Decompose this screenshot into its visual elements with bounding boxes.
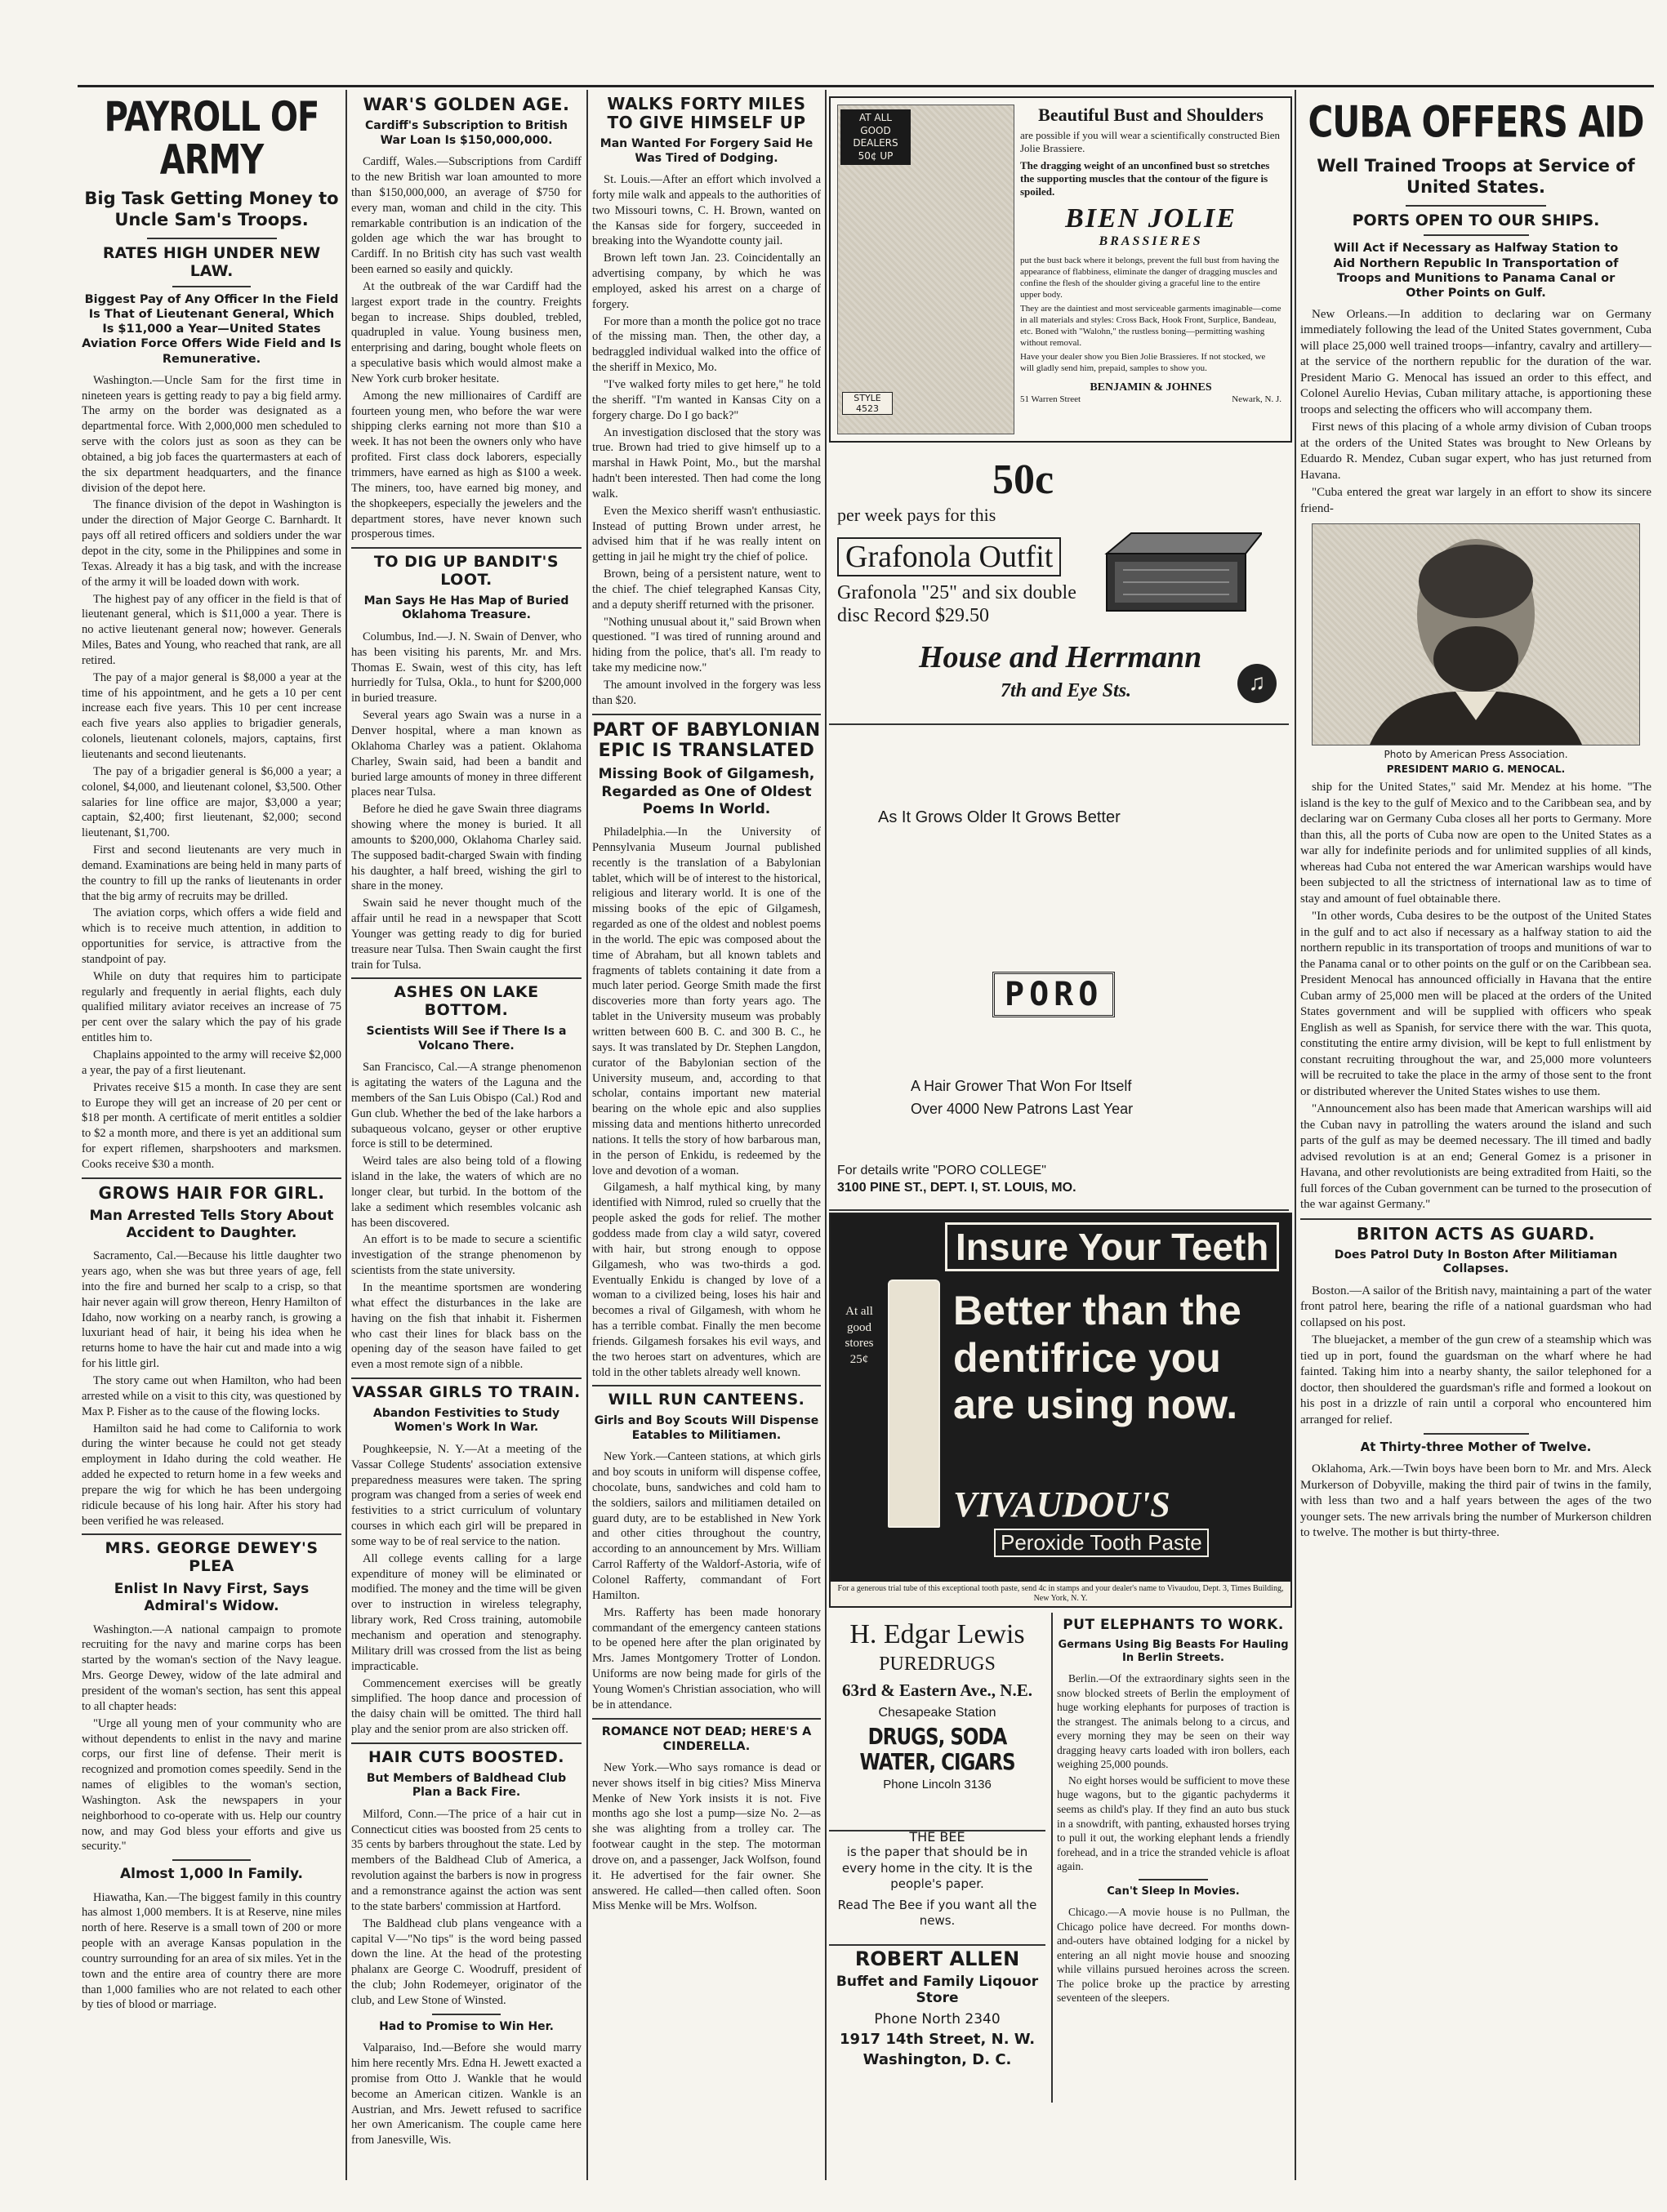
ad-poro-line: A Hair Grower That Won For Itself: [911, 1078, 1132, 1094]
deck-grows-hair: Man Arrested Tells Story About Accident to Daughter.: [89, 1207, 334, 1241]
article-paragraph: Brown, being of a persistent nature, went to the chief. The chief telegraphed Kansas City, and a deputy sheriff returned with the prisoner.: [592, 567, 821, 612]
article-paragraph: For more than a month the police got no trace of the missing man. Then, the other day, a bedraggled individual walked into the office of the sheriff in Mexico, Mo.: [592, 314, 821, 375]
article-paragraph: Before he died he gave Swain three diagrams showing where the money is buried. It all amounts to $200,000, Oklahoma Charley said. The supposed badit-charged Swain with finding his daughter, a half breed, wishing the girl to share in the money.: [351, 803, 582, 893]
ad-bien-jolie-tag: AT ALL GOOD DEALERS 50¢ UP: [840, 109, 911, 165]
ad-lewis: [829, 1613, 1045, 1821]
divider: [1406, 205, 1546, 207]
article-paragraph: At the outbreak of the war Cardiff had the largest export trade in the country. Freights began to increase. Ships doubled, trebled, quadrupled in value. Young business men, enterprising and daring, bought whole fleets on a speculative basis which would almost make a New York curb broker hesitate.: [351, 279, 582, 385]
subhead-ports: PORTS OPEN TO OUR SHIPS.: [1352, 211, 1600, 229]
headline-briton: BRITON ACTS AS GUARD.: [1356, 1223, 1596, 1244]
article-paragraph: Gilgamesh, a half mythical king, by many identified with Nimrod, ruled so cruelly that the people asked the gods for relief. The mother goddess made from clay a wild satyr, covered with hair, but strong enough to oppose Gilgamesh, who was two-thirds a god. Eventually Enkidu is changed by love of a woman to a civilized being, loses his hair and becomes a rival of Gilgamesh, with whom he has a terrible combat. Finally the men become friends. Gilgamesh forsakes his evil ways, and the two heroes start on adventures, which are told in the other tablets already well known.: [592, 1181, 821, 1379]
article-paragraph: The pay of a brigadier general is $6,000 a year; a colonel, $4,000, and lieutenant colonel, $3,500. Other salaries for line office are major, $3,000 a year; captain, $2,400; first lieutenant, $2,000; second lieutenant, $1,700.: [82, 764, 341, 840]
divider: [432, 2014, 501, 2015]
ad-allen: [829, 1947, 1045, 2094]
article-paragraph: Washington.—Uncle Sam for the first time in nineteen years is getting ready to pay a big field army. The army on the border was designated as a departmental force. With 2,000,000 men scheduled to serve with the colors just as soon as they can be obtained, a big job faces the quartermasters at each of the six department headquarters, and the finance division of the depot here.: [82, 373, 341, 495]
portrait-menocal-svg: [1313, 524, 1639, 745]
ad-poro-tagline: As It Grows Older It Grows Better: [878, 808, 1121, 826]
ad-vivaudou-body: Better than the dentifrice you are using now.: [953, 1288, 1241, 1427]
article-paragraph: Hiawatha, Kan.—The biggest family in this country has almost 1,000 members. It is at Reserve, nine miles north of here. Reserve is a small town of 200 or more people with an average Kansas population in the country surrounding for an area of six miles. Yet in the town and the entire area of country there are more than 1,000 families who are not related to each other by ties of blood or marriage.: [82, 1890, 341, 2012]
ad-lewis-name: H. Edgar Lewis: [849, 1619, 1025, 1649]
column-rule: [345, 90, 347, 2180]
divider: [351, 977, 582, 979]
ad-bien-jolie-copy: [1020, 105, 1281, 404]
photo-credit: Photo by American Press Association.: [1384, 749, 1568, 761]
divider: [1424, 234, 1529, 236]
photo-caption: PRESIDENT MARIO G. MENOCAL.: [1386, 763, 1566, 776]
divider: [172, 286, 250, 287]
headline-grows-hair: GROWS HAIR FOR GIRL.: [98, 1182, 325, 1203]
article-paragraph: San Francisco, Cal.—A strange phenomenon is agitating the waters of the Laguna and the members of the San Luis Obispo (Cal.) Rod and Gun club. Whether the bed of the lake harbors a subaqueous volcano, geyser or other eruptive force is still to be determined.: [351, 1061, 582, 1151]
article-paragraph: Washington.—A national campaign to promote recruiting for the navy and marine corps has been started by the woman's section of the Navy league. Mrs. George Dewey, widow of the late admiral and president of the woman's section, has sent this appeal to all chapter heads:: [82, 1622, 341, 1713]
ad-allen-line: 1917 14th Street, N. W.: [839, 2031, 1036, 2048]
deck-walks: Man Wanted For Forgery Said He Was Tired of Dodging.: [599, 137, 813, 165]
ad-lewis-line: Phone Lincoln 3136: [883, 1778, 992, 1791]
headline-vassar: VASSAR GIRLS TO TRAIN.: [352, 1383, 581, 1402]
article-paragraph: An effort is to be made to secure a scientific investigation of the strange phenomenon by scientists from the state university.: [351, 1233, 582, 1278]
ad-lewis-line: PUREDRUGS: [879, 1653, 996, 1675]
ad-poro-brand: PORO: [992, 972, 1115, 1017]
divider: [1300, 1218, 1651, 1220]
article-paragraph: All college events calling for a large expenditure of money will be eliminated or modified. The money and the time will be given over to instruction in wireless telegraphy, library work, Red Cross training, automobile mechanism and operation and stenography. Military drill was crossed from the list as being impracticable.: [351, 1551, 582, 1673]
ad-poro-line: Over 4000 New Patrons Last Year: [911, 1101, 1134, 1117]
column-2: [351, 90, 582, 2188]
headline-payroll: PAYROLL OF ARMY: [104, 94, 319, 184]
article-paragraph: Poughkeepsie, N. Y.—At a meeting of the Vassar College Students' association extensive preparedness measures were taken. The spring program was changed from a series of week end festivities to a strict curriculum of voluntary courses in which each girl will be prepared in some way to be of real service to the nation.: [351, 1442, 582, 1548]
article-paragraph: The highest pay of any officer in the field is that of lieutenant general, which is $11,000 a year. There is no active lieutenant general now; however. Generals Miles, Bates and Young, who reached that rank, are all retired.: [82, 592, 341, 667]
deck-briton: Does Patrol Duty In Boston After Militiaman Collapses.: [1334, 1248, 1618, 1276]
ad-bee-line: Read The Bee if you want all the news.: [837, 1897, 1037, 1928]
ad-grafonola-price: 50c: [992, 456, 1054, 503]
article-paragraph: Swain said he never thought much of the affair until he read in a newspaper that Scott Younger was getting ready to dig for buried treasure near Tulsa. Then Swain caught the first train for Tulsa.: [351, 897, 582, 972]
article-paragraph: Even the Mexico sheriff wasn't enthusiastic. Instead of putting Brown under arrest, he advised him that if he was really intent on getting in jail he might try the chief of police.: [592, 504, 821, 564]
deck-rates: Biggest Pay of Any Officer In the Field Is That of Lieutenant General, Which Is $11,000 a Year—United States Aviation Force Offers Wide Field and Is Remunerative.: [82, 293, 341, 366]
ad-bien-jolie: [829, 96, 1292, 443]
headline-hair-cuts: HAIR CUTS BOOSTED.: [368, 1747, 564, 1766]
article-paragraph: First and second lieutenants are very much in demand. Examinations are being held in many parts of the country to fill up the ranks of lieutenants in order that the big army of recruits may be drilled.: [82, 843, 341, 903]
article-paragraph: The pay of a major general is $8,000 a year at the time of his appointment, and he gets a 10 per cent increase each five years. This 10 per cent increase each five years also applies to brigadier generals, colonels, lieutenant colonels, majors, captains, first lieutenants and second lieutenants.: [82, 670, 341, 761]
deck-ports: Will Act if Necessary as Halfway Station to Aid Northern Republic In Transportation of Troops and Munitions to Panama Canal or Other Points on Gulf.: [1333, 242, 1619, 300]
ad-grafonola-offer: Grafonola "25" and six double disc Record $29.50: [837, 582, 1076, 626]
ad-grafonola: [829, 447, 1289, 713]
headline-elephants: PUT ELEPHANTS TO WORK.: [1063, 1617, 1284, 1633]
divider: [1139, 1879, 1209, 1880]
divider: [82, 1533, 341, 1535]
deck-vassar: Abandon Festivities to Study Women's Work In War.: [372, 1406, 560, 1435]
article-paragraph: Columbus, Ind.—J. N. Swain of Denver, who has been visiting his parents, Mr. and Mrs. Thomas E. Swain, west of this city, has left hurriedly for Tulsa, Okla., to hunt for $200,000 in buried treasure.: [351, 630, 582, 705]
divider: [82, 1177, 341, 1179]
column-6: [1300, 90, 1651, 2188]
ad-bien-jolie-text: Have your dealer show you Bien Jolie Brassieres. If not stocked, we will gladly send him, prepaid, samples to show you.: [1020, 352, 1266, 373]
column-rule: [1051, 1613, 1053, 2103]
headline-twelve: At Thirty-three Mother of Twelve.: [1360, 1440, 1592, 1455]
deck-hair-cuts: But Members of Baldhead Club Plan a Back Fire.: [366, 1771, 567, 1800]
ad-vivaudou-side: At all good stores 25¢: [845, 1305, 874, 1366]
article-paragraph: Philadelphia.—In the University of Pennsylvania Museum Journal published recently is the translation of a Babylonian tablet, which will be of interest to the historical, religious and literary world. It is one of the missing books of the epic of Gilgamesh, regarded as one of the oldest and noblest poems in the world. The epic was composed about the time of Abraham, but all known tablets and fragments of tablets containing it date from a much later period. George Smith made the first discoveries more than forty years ago. The tablet in the University museum was probably written between 600 B. C. and 300 B. C., he says. It was translated by Dr. Stephen Langdon, curator of the Babylonian section of the University museum, and, according to that scholar, contains important new material bearing on the whole epic and also supplies missing data and mentions hitherto unrecorded nations. It tells the story of how barbarous man, in the person of Enkidu, is redeemed by the love and devotion of a woman.: [592, 826, 821, 1177]
deck-canteens: Girls and Boy Scouts Will Dispense Eatables to Militiamen.: [594, 1414, 819, 1442]
ad-bien-jolie-title: Beautiful Bust and Shoulders: [1038, 105, 1264, 125]
toothpaste-tube-icon: [888, 1280, 940, 1528]
column-rule: [1295, 90, 1296, 2180]
article-paragraph: Brown left town Jan. 23. Coincidentally an advertising company, by which he was employed, asked his arrest on a charge of forgery.: [592, 251, 821, 311]
headline-ashes: ASHES ON LAKE BOTTOM.: [394, 983, 539, 1020]
headline-golden-age: WAR'S GOLDEN AGE.: [363, 95, 570, 114]
ad-bien-jolie-text: They are the daintiest and most serviceable garments imaginable—come in all materials and styles: Cross Back, Hook Front, Surplice, Bandeau, etc. Boned with "Walohn," the rustless boning—permitting washing without removal.: [1020, 304, 1281, 348]
ad-bien-jolie-brand: BIEN JOLIE: [1065, 203, 1237, 234]
headline-babylonian: PART OF BABYLONIAN EPIC IS TRANSLATED: [592, 719, 821, 761]
divider: [351, 1377, 582, 1379]
deck-babylonian: Missing Book of Gilgamesh, Regarded as One of Oldest Poems In World.: [598, 766, 815, 817]
article-paragraph: Chaplains appointed to the army will receive $2,000 a year, the pay of a first lieutenant.: [82, 1048, 341, 1077]
article-paragraph: Several years ago Swain was a nurse in a Denver hospital, where a man known as Oklahoma Charley was a patient. Oklahoma Charley, Swain said, had been a bandit and buried large amounts of money in three different places near Tulsa.: [351, 709, 582, 799]
article-paragraph: New York.—Canteen stations, at which girls and boy scouts in uniform will dispense coffee, chocolate, buns, sandwiches and cold ham to the soldiers, sailors and militiamen detailed on guard duty, are to be established in New York and other cities throughout the country, according to an announcement by Mrs. William Carrol Rafferty of the Waldorf-Astoria, wife of Colonel Rafferty, commandant of Fort Hamilton.: [592, 1450, 821, 1602]
ad-bien-jolie-brand2: BRASSIERES: [1099, 234, 1203, 249]
article-paragraph: Cardiff, Wales.—Subscriptions from Cardiff to the new British war loan amounted to more than $150,000,000, an average of $750 for every man, woman and child in the city. This remarkable contribution is an indication of the golden age which the war has brought to Cardiff. In no British city has such vast wealth been earned so easily and quickly.: [351, 155, 582, 277]
ad-bien-jolie-text: are possible if you will wear a scientifically constructed Bien Jolie Brassiere.: [1020, 129, 1281, 155]
ad-allen-line: Washington, D. C.: [862, 2051, 1012, 2068]
article-paragraph: Commencement exercises will be greatly simplified. The hoop dance and procession of the daisy chain will be omitted. The third hall play and the senior prom are also stricken off.: [351, 1676, 582, 1737]
article-paragraph: No eight horses would be sufficient to move these huge wagons, but to the gigantic pachyderms it seems as child's play. If they find an auto bus stuck in a snowdrift, with panting, exhausted horses trying to pull it out, the working elephant lends a friendly forehead, and in a trice the stranded vehicle is afloat again.: [1057, 1774, 1290, 1873]
ad-poro: [829, 727, 1289, 1200]
article-paragraph: Among the new millionaires of Cardiff are fourteen young men, who before the war were shipping clerks earning not more than $10 a week. It has not been the owners only who have profited. First class dock laborers, especially trimmers, have earned as high as $100 a week. The miners, too, have earned big money, and the shopkeepers, especially the jewelers and the department stores, have never known such prosperous times.: [351, 389, 582, 541]
columbia-note-icon: ♫: [1237, 664, 1277, 703]
article-paragraph: "Announcement also has been made that American warships will aid the Cuban navy in patrolling the waters around the island and such parts of the gulf as may be deemed necessary. The ill timed and badly advised revolution is at an end; General Gomez is a prisoner in Havana, and other revolutionists are being extradited from Haiti, so the full forces of the Cuban government can be turned to the prosecution of the war against Germany.": [1300, 1102, 1651, 1212]
ad-lewis-line: Chesapeake Station: [878, 1706, 996, 1720]
column-rule: [586, 90, 588, 2180]
divider: [172, 1859, 250, 1861]
ad-vivaudou: [829, 1213, 1292, 1608]
divider: [592, 714, 821, 715]
article-paragraph: Chicago.—A movie house is no Pullman, the Chicago police have decreed. For months down-and-outers have obtained lodging for a nickel by entering an all night movie house and snoozing while villains pursued heroines across the screen. The police broke up the practice by arresting seventeen of the sleepers.: [1057, 1905, 1290, 2005]
deck-cuba: Well Trained Troops at Service of United States.: [1317, 156, 1635, 198]
headline-movies: Can't Sleep In Movies.: [1107, 1885, 1240, 1898]
headline-promise: Had to Promise to Win Her.: [379, 2019, 554, 2033]
ad-vivaudou-small: For a generous trial tube of this exceptional tooth paste, send 4c in stamps and your dealer's name to Vivaudou, Dept. 3, Times Building, New York, N. Y.: [831, 1582, 1290, 1606]
divider: [592, 1385, 821, 1386]
ad-bee-title: THE BEE: [909, 1829, 965, 1845]
ad-bien-jolie-text: put the bust back where it belongs, prevent the full bust from having the appearance of flabbiness, eliminate the danger of dragging muscles and confine the flesh of the shoulder giving a graceful line to the entire upper body.: [1020, 256, 1280, 300]
article-paragraph: "I've walked forty miles to get here," he told the sheriff. "I'm wanted in Kansas City on a forgery charge. Do I go back?": [592, 377, 821, 422]
article-paragraph: An investigation disclosed that the story was true. Brown had tried to give himself up to a marshal in Hawk Point, Mo., but the marshal hadn't been interested. Then had come the long walk.: [592, 425, 821, 501]
article-paragraph: Valparaiso, Ind.—Before she would marry him here recently Mrs. Edna H. Jewett exacted a promise from Otto J. Wankle that he would become an American citizen. Wankle is an Austrian, and Mrs. Jewett refused to sacrifice her own Americanism. The couple came here from Janesville, Wis.: [351, 2041, 582, 2147]
article-paragraph: "Cuba entered the great war largely in an effort to show its sincere friend-: [1300, 486, 1651, 515]
ad-vivaudou-title: Insure Your Teeth: [945, 1222, 1279, 1271]
ad-vivaudou-brand: VIVAUDOU'S: [953, 1484, 1170, 1524]
ad-grafonola-per-week: per week pays for this: [837, 505, 996, 525]
column-3: [592, 90, 821, 2188]
article-elephants: [1057, 1613, 1290, 2103]
article-paragraph: New York.—Who says romance is dead or never shows itself in big cities? Miss Minerva Menke of New York insists it is not. Five months ago she lost a pump—size No. 2—as she was alighting from a trolley car. The footwear caught in the step. The motorman drove on, and a passenger, Jack Wolfson, found it. He advertised for the fair owner. She answered. He called—then called often. Soon Miss Menke will be Mrs. Wolfson.: [592, 1760, 821, 1913]
ad-vivaudou-sub: Peroxide Tooth Paste: [994, 1529, 1209, 1557]
ad-bien-jolie-style: STYLE 4523: [842, 392, 893, 415]
ad-lewis-line: DRUGS, SODA WATER, CIGARS: [859, 1724, 1015, 1776]
article-paragraph: Sacramento, Cal.—Because his little daughter two years ago, when she was but three years of age, fell into the fire and burned her scalp to a crisp, so that hair never again will grow thereon, Henry Hamilton of Idaho, now working on a nearby ranch, is growing a luxuriant head of hair, it being his idea when he returns home to have the hair cut and made into a wig for his little girl.: [82, 1249, 341, 1371]
article-paragraph: The amount involved in the forgery was less than $20.: [592, 679, 821, 707]
top-rule: [78, 85, 1654, 87]
ad-bien-jolie-maker: BENJAMIN & JOHNES: [1090, 381, 1212, 394]
divider: [351, 1742, 582, 1744]
ad-poro-line: For details write "PORO COLLEGE": [837, 1164, 1046, 1177]
article-paragraph: The finance division of the depot in Washington is under the direction of Major George C. Barnhardt. It pays off all retired officers and soldiers under the war depot in the city, some in the Philippines and some in Texas. Already it has a big task, and with the increase of the army it will be loaded down with work.: [82, 498, 341, 589]
article-paragraph: The aviation corps, which offers a wide field and which is to receive much attention, in addition to opportunities for service, is attractive from the standpoint of pay.: [82, 906, 341, 966]
headline-walks: WALKS FORTY MILES TO GIVE HIMSELF UP: [607, 94, 806, 132]
ad-allen-line: Phone North 2340: [874, 2011, 1001, 2027]
phonograph-icon-svg: [1099, 529, 1262, 619]
article-paragraph: Boston.—A sailor of the British navy, maintaining a part of the water front patrol here, bearing the rifle of a national guardsman who had collapsed on his post.: [1300, 1284, 1651, 1329]
article-paragraph: "Nothing unusual about it," said Brown when questioned. "I was tired of running around and hiding from the police, that's all. I'm ready to take my medicine now.": [592, 615, 821, 675]
divider: [1424, 1433, 1529, 1435]
article-paragraph: Hamilton said he had come to California to work during the winter because he could not get steady employment in Idaho during the cold weather. He added he expected to return home in a few weeks and prepare the wig for which he has been undergoing ridicule because of his long hair. After his story had been verified he was released.: [82, 1422, 341, 1528]
article-paragraph: New Orleans.—In addition to declaring war on Germany immediately following the lead of the United States government, Cuba will place 25,000 well trained troops—infantry, cavalry and artillery—at the service of the northern republic for the duration of the war. President Mario G. Menocal has issued an order to this effect, and Colonel Aurelio Hevias, Cuban military attache, is apportioning these troops and selecting the officers who will accompany them.: [1300, 307, 1651, 416]
article-paragraph: Mrs. Rafferty has been made honorary commandant of the emergency canteen stations to be opened here after the plan originated by Mrs. James Montgomery Trotter of London. Uniforms are now being made for girls of the Young Women's Christian association, who will be in attendance.: [592, 1605, 821, 1711]
ad-bien-jolie-street: 51 Warren Street: [1020, 394, 1081, 404]
ad-bee: [829, 1829, 1045, 1935]
ad-allen-line: Buffet and Family Liqouor Store: [836, 1974, 1039, 2006]
ad-bien-jolie-address: [1020, 394, 1281, 404]
deck-golden-age: Cardiff's Subscription to British War Loan Is $150,000,000.: [364, 119, 568, 147]
divider: [147, 238, 277, 239]
article-paragraph: The story came out when Hamilton, who had been arrested while on a visit to this city, was questioned by Max P. Fisher as to the cause of the flowing locks.: [82, 1374, 341, 1418]
headline-cuba: CUBA OFFERS AID: [1308, 96, 1644, 147]
article-paragraph: St. Louis.—After an effort which involved a forty mile walk and appeals to the authorities of two Missouri towns, C. H. Brown, wanted on the Kansas side for forgery, succeeded in breaking into the Wyandotte county jail.: [592, 173, 821, 248]
article-paragraph: ship for the United States," said Mr. Mendez at his home. "The island is the key to the gulf of Mexico and to the Caribbean sea, and by declaring war on Germany Cuba closes all her ports to Germany. More than this, all the ports of Cuba now are open to the United States as a war ally for indefinite periods and for unlimited supplies of all kinds, whereas had Cuba not entered the war American warships would have been subjected to all the strictness of international law as to time of stay and amount of fuel obtainable there.: [1300, 781, 1651, 906]
ad-poro-address: 3100 PINE ST., DEPT. I, ST. LOUIS, MO.: [837, 1181, 1076, 1195]
divider: [592, 1718, 821, 1720]
ad-lewis-line: 63rd & Eastern Ave., N.E.: [842, 1680, 1032, 1700]
ad-grafonola-title: Grafonola Outfit: [837, 537, 1061, 576]
article-paragraph: Berlin.—Of the extraordinary sights seen in the snow blocked streets of Berlin the employment of huge working elephants for purposes of traction is the strangest. The animals belong to a circus, and every morning they may be seen on their way dragging heavy carts loaded with iron bollers, each weighing 25,000 pounds.: [1057, 1672, 1290, 1771]
portrait-menocal: [1312, 523, 1640, 745]
article-paragraph: Milford, Conn.—The price of a hair cut in Connecticut cities was boosted from 25 cents to 35 cents by barbers throughout the state. Led by members of the Baldhead Club of America, a revolution against the barbers is now in progress and a remonstrance against the action was sent to the state barbers' commission at Hartford.: [351, 1807, 582, 1913]
article-paragraph: The Baldhead club plans vengeance with a capital V—"No tips" is the word being passed down the line. At the head of the protesting phalanx are George C. Woodruff, president of the club; John Rodemeyer, originator of the club, and Lew Stone of Winsted.: [351, 1916, 582, 2007]
ad-bien-jolie-city: Newark, N. J.: [1232, 394, 1281, 404]
deck-payroll: Big Task Getting Money to Uncle Sam's Troops.: [84, 189, 339, 230]
headline-canteens: WILL RUN CANTEENS.: [608, 1391, 805, 1409]
ad-allen-name: ROBERT ALLEN: [854, 1947, 1020, 1970]
subhead-rates: RATES HIGH UNDER NEW LAW.: [102, 243, 321, 281]
divider: [829, 1209, 1289, 1211]
article-paragraph: Weird tales are also being told of a flowing island in the lake, the waters of which are no longer clear, but turbid. In the bottom of the lake a sediment which resembles volcanic ash has been discovered.: [351, 1155, 582, 1230]
article-paragraph: While on duty that requires him to participate regularly and frequently in aerial flights, each duly qualified military aviator receives an increase of 75 per cent over the salary which the pay of his grade entitles him to.: [82, 969, 341, 1045]
deck-elephants: Germans Using Big Beasts For Hauling In Berlin Streets.: [1058, 1638, 1289, 1664]
article-paragraph: In the meantime sportsmen are wondering what effect the disturbances in the lake are having on the fish that inhabit it. Fishermen who cast their lines for black bass on the opening day of the season have failed to get even a most remote sign of a nibble.: [351, 1280, 582, 1372]
article-paragraph: First news of this placing of a whole army division of Cuban troops at the orders of the United States was brought to New Orleans by Eduardo R. Mendez, Cuban sugar expert, who has just returned from Havana.: [1300, 421, 1651, 482]
phonograph-icon: [1099, 529, 1262, 619]
deck-dewey: Enlist In Navy First, Says Admiral's Widow.: [114, 1581, 310, 1615]
headline-dewey: MRS. GEORGE DEWEY'S PLEA: [105, 1539, 319, 1576]
divider: [829, 1944, 1045, 1946]
ad-bee-line: is the paper that should be in every home in the city. It is the people's paper.: [841, 1845, 1033, 1891]
ad-grafonola-address: 7th and Eye Sts.: [1001, 680, 1132, 701]
article-paragraph: "Urge all young men of your community who are without dependents to enlist in the navy and marine corps, our first line of defense. Their merit is recognized and promotion comes speedily. Send in the names of eligibles to the woman's section, Washington. Ask the newspapers in your neighborhood to co-operate with us. Help our country now, and may God bless your efforts and give us security.": [82, 1716, 341, 1854]
deck-bandit-loot: Man Says He Has Map of Buried Oklahoma Treasure.: [363, 594, 569, 622]
article-paragraph: "In other words, Cuba desires to be the outpost of the United States in the gulf and to act also if necessary as a halfway station to aid the northern republic in its transportation of troops and munitions of war to the Panama canal or to other points on the gulf or on the Caribbean sea. President Menocal has announced officially in Havana that the entire Cuban army of 25,000 men will be placed at the orders of the United States government and will be supplied with officers who speak English as well as Spanish, for service there with the war. This quota, constituting the entire army division, will be kept to full enlistment by constant recruiting throughout the war, and 25,000 more volunteers will be recruited to take the place in the army of those sent to the front or distributed wherever the United States wishes to use them.: [1300, 910, 1651, 1098]
ad-grafonola-store: House and Herrmann: [919, 640, 1202, 674]
column-1: [82, 90, 341, 2188]
article-paragraph: Oklahoma, Ark.—Twin boys have been born to Mr. and Mrs. Aleck Murkerson of Dobyville, making the third pair of twins in the family, with less than two and a half years between the ages of the two younger sets. The new arrivals bring the number of Murkerson children to twelve. The mother is but thirty-three.: [1300, 1462, 1651, 1540]
article-paragraph: The bluejacket, a member of the gun crew of a steamship which was tied up in port, found the guardsman on the wharf where he had fainted. Taking him into a nearby shanty, the sailor telephoned for a doctor, then shouldered the guardsman's rifle and formed a lookout on his post in a drizzle of rain until a corporal who encountered him arranged for relief.: [1300, 1333, 1651, 1426]
headline-family: Almost 1,000 In Family.: [119, 1866, 303, 1883]
deck-ashes: Scientists Will See if There Is a Volcano There.: [366, 1025, 567, 1053]
ad-bien-jolie-text: The dragging weight of an unconfined bust so stretches the supporting muscles that the contour of the figure is spoiled.: [1020, 158, 1270, 198]
article-paragraph: Privates receive $15 a month. In case they are sent to Europe they will get an increase of 20 per cent or $18 per month. A certificate of merit entitles a soldier to $2 a month more, and there is yet an additional sum for expert riflemen, sharpshooters and marksmen. Cooks receive $30 a month.: [82, 1080, 341, 1171]
divider: [351, 547, 582, 549]
headline-bandit-loot: TO DIG UP BANDIT'S LOOT.: [373, 553, 559, 590]
divider: [829, 723, 1289, 725]
column-rule: [825, 90, 827, 2180]
headline-romance: ROMANCE NOT DEAD; HERE'S A CINDERELLA.: [601, 1725, 812, 1753]
